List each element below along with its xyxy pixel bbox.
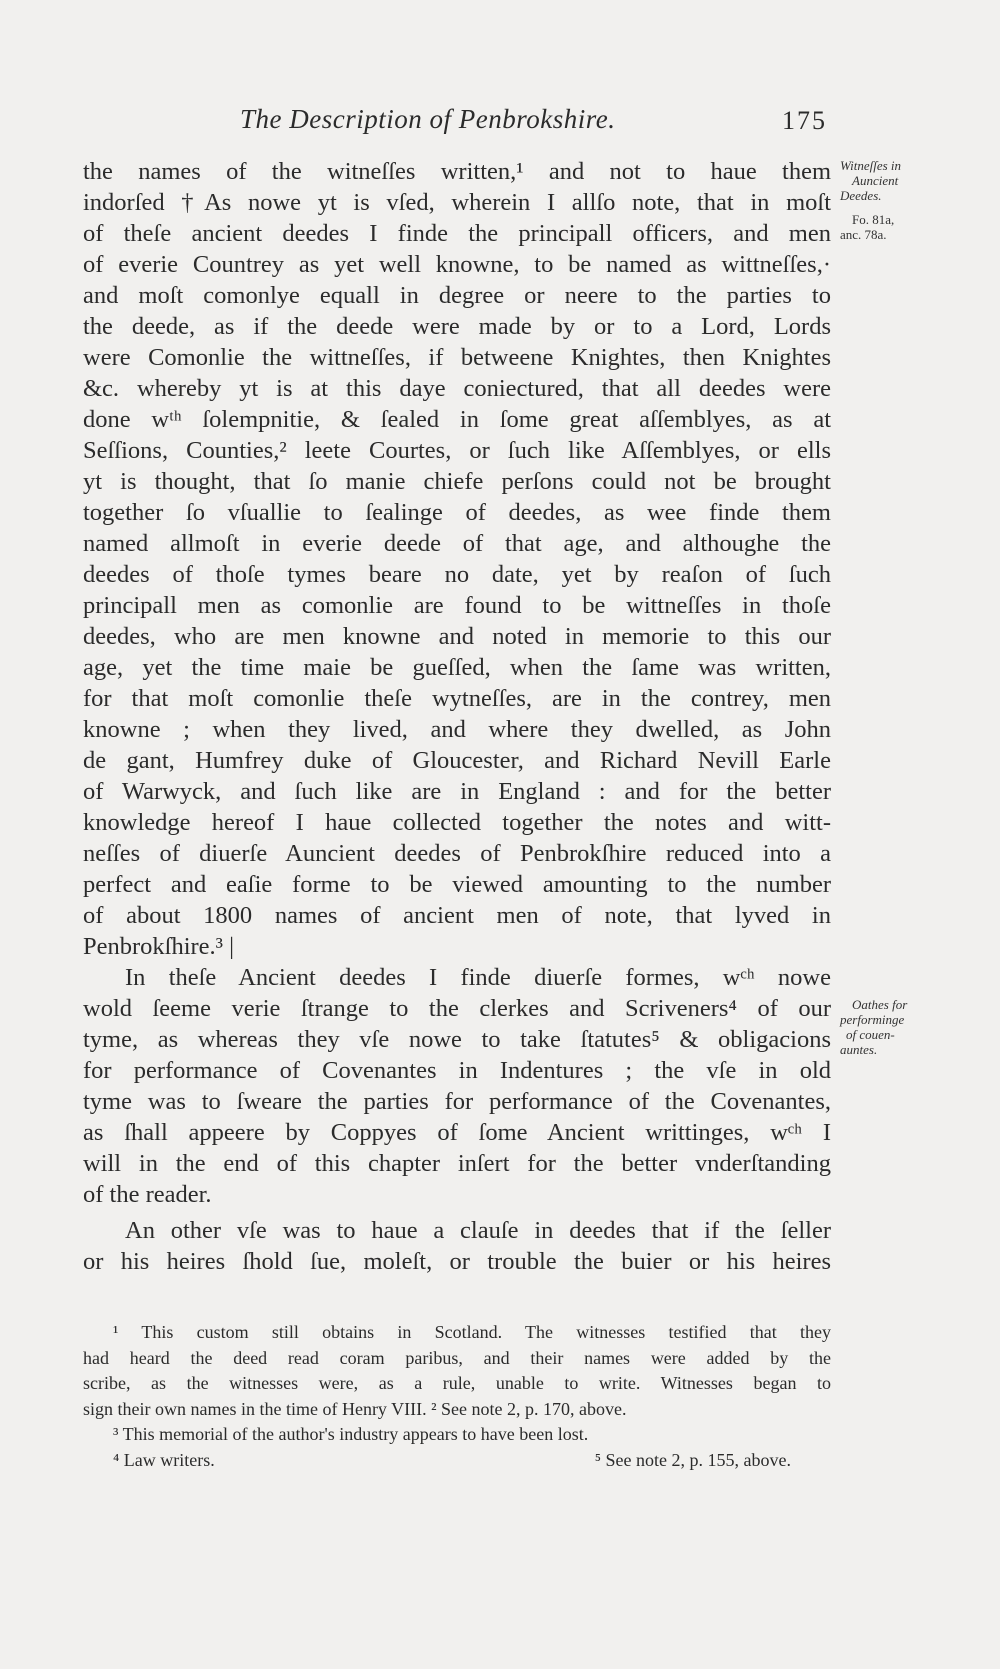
text-line: named allmoſt in everie deede of that age, and althoughe the [83, 530, 831, 557]
text-line: age, yet the time maie be gueſſed, when the ſame was written, [83, 654, 831, 681]
text-line: Seſſions, Counties,² leete Courtes, or ſuch like Aſſemblyes, or ells [83, 437, 831, 464]
footnote-3: ³ This memorial of the author's industry appears to have been lost. [113, 1424, 589, 1444]
text-line: tyme, as whereas they vſe nowe to take ſtatutes⁵ & obligacions [83, 1026, 831, 1053]
sidenote-line: anc. 78a. [840, 227, 887, 242]
text-line: In theſe Ancient deedes I finde diuerſe formes, wᶜʰ nowe [125, 964, 831, 991]
sidenote-line: of couen- [846, 1027, 895, 1042]
text-line: Penbrokſhire.³ | [83, 933, 235, 960]
sidenote-line: Deedes. [840, 188, 882, 203]
text-line: An other vſe was to haue a clauſe in deedes that if the ſeller [125, 1217, 831, 1244]
sidenote-line: Fo. 81a, [852, 212, 895, 227]
footnote-line: sign their own names in the time of Henry VIII. ² See note 2, p. 170, above. [83, 1398, 627, 1419]
text-line: &c. whereby yt is at this daye coniectured, that all deedes were [83, 375, 831, 402]
text-line: tyme was to ſweare the parties for performance of the Covenantes, [83, 1088, 831, 1115]
text-line: of theſe ancient deedes I finde the principall officers, and men [83, 220, 831, 247]
text-line: neſſes of diuerſe Auncient deedes of Penbrokſhire reduced into a [83, 840, 831, 867]
text-line: of the reader. [83, 1181, 212, 1208]
footnote-4: ⁴ Law writers. [113, 1449, 215, 1470]
footnote-5: ⁵ See note 2, p. 155, above. [594, 1449, 791, 1470]
paragraph-3 [83, 1215, 831, 1277]
text-line: deedes of thoſe tymes beare no date, yet by reaſon of ſuch [83, 561, 831, 588]
text-line: principall men as comonlie are found to be wittneſſes in thoſe [83, 592, 831, 619]
text-line: and moſt comonlye equall in degree or neere to the parties to [83, 282, 831, 309]
text-line: as ſhall appeere by Coppyes of ſome Ancient writtinges, wᶜʰ I [83, 1119, 831, 1146]
text-line: the deede, as if the deede were made by or to a Lord, Lords [83, 313, 831, 340]
body-text [83, 156, 831, 1277]
sidenote-folio-ref [840, 212, 894, 242]
text-line: for that moſt comonlie theſe wytneſſes, are in the contrey, men [83, 685, 831, 712]
sidenote-line: Witneſſes in [840, 158, 902, 173]
text-line: perfect and eaſie forme to be viewed amounting to the number [83, 871, 831, 898]
sidenote-line: auntes. [840, 1042, 878, 1057]
footnotes [83, 1320, 831, 1473]
paragraph-2 [83, 962, 831, 1210]
text-line: wold ſeeme verie ſtrange to the clerkes and Scriveners⁴ of our [83, 995, 831, 1022]
text-line: or his heires ſhold ſue, moleſt, or trouble the buier or his heires [83, 1248, 831, 1275]
text-line: were Comonlie the wittneſſes, if betweene Knightes, then Knightes [83, 344, 831, 371]
footnote-line: had heard the deed read coram paribus, and their names were added by the [83, 1347, 831, 1368]
footnote-line: ¹ This custom still obtains in Scotland. The witnesses testified that they [113, 1322, 831, 1342]
paragraph-1 [83, 156, 831, 962]
text-line: indorſed †As nowe yt is vſed, wherein I allſo note, that in moſt [83, 189, 831, 216]
text-line: deedes, who are men knowne and noted in memorie to this our [83, 623, 831, 650]
text-line: of everie Countrey as yet well knowne, to be named as wittneſſes,· [83, 251, 831, 278]
sidenote-line: Oathes for [852, 997, 908, 1012]
text-line: of Warwyck, and ſuch like are in England : and for the better [83, 778, 831, 805]
text-line: done wᵗʰ ſolempnitie, & ſealed in ſome great aſſemblyes, as at [83, 406, 831, 433]
sidenote-oathes [840, 997, 907, 1057]
text-line: of about 1800 names of ancient men of note, that lyved in [83, 902, 831, 929]
text-line: knowledge hereof I haue collected together the notes and witt- [83, 809, 831, 836]
footnotes-4-5 [83, 1448, 831, 1474]
text-line: knowne ; when they lived, and where they dwelled, as John [83, 716, 831, 743]
text-line: the names of the witneſſes written,¹ and not to haue them [83, 158, 831, 185]
text-line: together ſo vſuallie to ſealinge of deedes, as wee finde them [83, 499, 831, 526]
text-line: will in the end of this chapter inſert for the better vnderſtanding [83, 1150, 831, 1177]
text-line: de gant, Humfrey duke of Gloucester, and Richard Nevill Earle [83, 747, 831, 774]
page-number: 175 [782, 106, 827, 135]
running-title: The Description of Penbrokshire. [240, 104, 616, 134]
sidenote-line: Auncient [852, 173, 899, 188]
sidenote-witnesses [840, 158, 901, 203]
footnote-line: scribe, as the witnesses were, as a rule, unable to write. Witnesses began to [83, 1373, 831, 1393]
sidenote-line: performinge [840, 1012, 905, 1027]
text-line: for performance of Covenantes in Indentures ; the vſe in old [83, 1057, 831, 1084]
text-line: yt is thought, that ſo manie chiefe perſons could not be brought [83, 468, 831, 495]
